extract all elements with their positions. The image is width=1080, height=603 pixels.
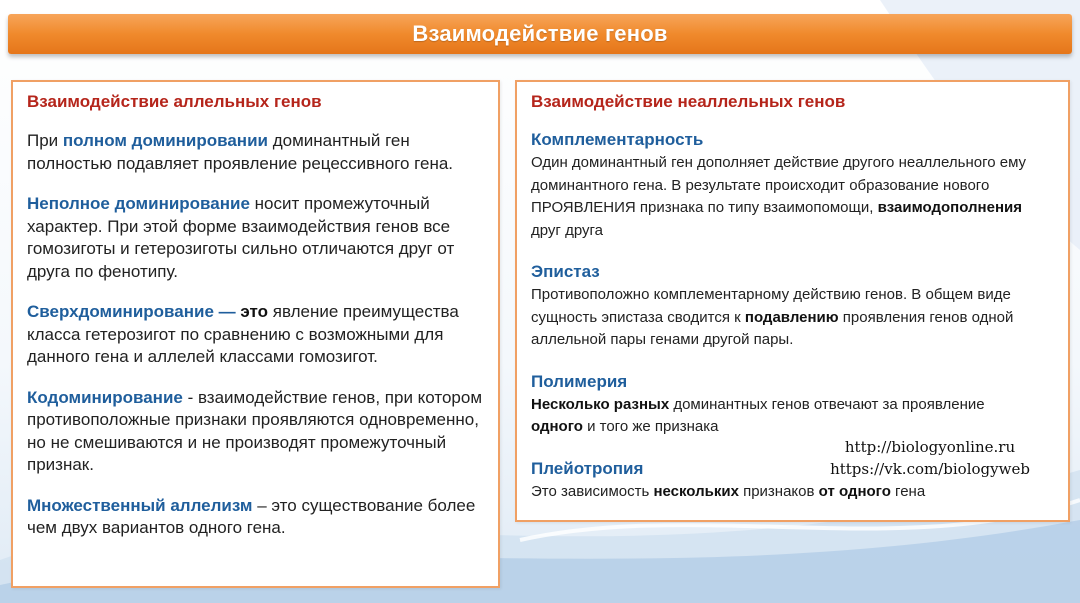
polymery-description: Несколько разных доминантных генов отвечают за проявление одного и того же признака [531,395,985,435]
non-allelic-panel-title: Взаимодействие неаллельных генов [531,92,846,111]
multiple-allelism-block: Множественный аллелизм – это существование более чем двух вариантов одного гена. [27,495,476,537]
source-links [820,436,1040,480]
site-link[interactable]: http://biologyonline.ru [844,438,1016,456]
overdominance-block: Сверхдоминирование — это явление преимущества класса гетерозигот по сравнению с возможными для данного гена и аллелей классами гомозигот. [27,302,459,366]
term-overdominance: Сверхдоминирование [27,302,214,321]
vk-link[interactable]: https://vk.com/biologyweb [830,460,1030,478]
pleiotropy-description: Это зависимость нескольких признаков от одного гена [531,482,926,500]
term-incomplete-dominance: Неполное доминирование [27,194,250,213]
term-complementarity: Комплементарность [531,130,704,149]
codominance-block: Кодоминирование - взаимодействие генов, при котором противоположные признаки проявляются одновременно, но не смешиваются и не производят промежуточный признак. [27,387,483,474]
term-pleiotropy: Плейотропия [531,458,644,478]
term-epistasis: Эпистаз [531,262,600,281]
term-complete-dominance: полном доминировании [62,131,268,150]
complementarity-description: Один доминантный ген дополняет действие другого неаллельного ему доминантного гена. В результате происходит образование нового ПРОЯВЛЕНИЯ признака по типу взаимопомощи, взаимодополнения друг друга [531,154,1027,239]
epistasis-description: Противоположно комплементарному действию генов. В общем виде сущность эпистаза сводится к подавлению проявления генов одной аллельной пары генами другой пары. [531,286,1014,348]
term-multiple-allelism: Множественный аллелизм [27,495,253,515]
term-polymery: Полимерия [531,371,628,391]
complete-dominance-block: При полном доминировании доминантный ген полностью подавляет проявление рецессивного гена. [27,131,454,173]
allelic-genes-panel [11,80,500,588]
term-codominance: Кодоминирование [27,387,183,407]
allelic-panel-title: Взаимодействие аллельных генов [27,92,322,111]
header-bar [8,14,1072,54]
incomplete-dominance-block: Неполное доминирование носит промежуточный характер. При этой форме взаимодействия генов все гомозиготы и гетерозиготы сильно отличаются друг от друга по фенотипу. [27,194,455,281]
page-title: Взаимодействие генов [412,21,668,46]
